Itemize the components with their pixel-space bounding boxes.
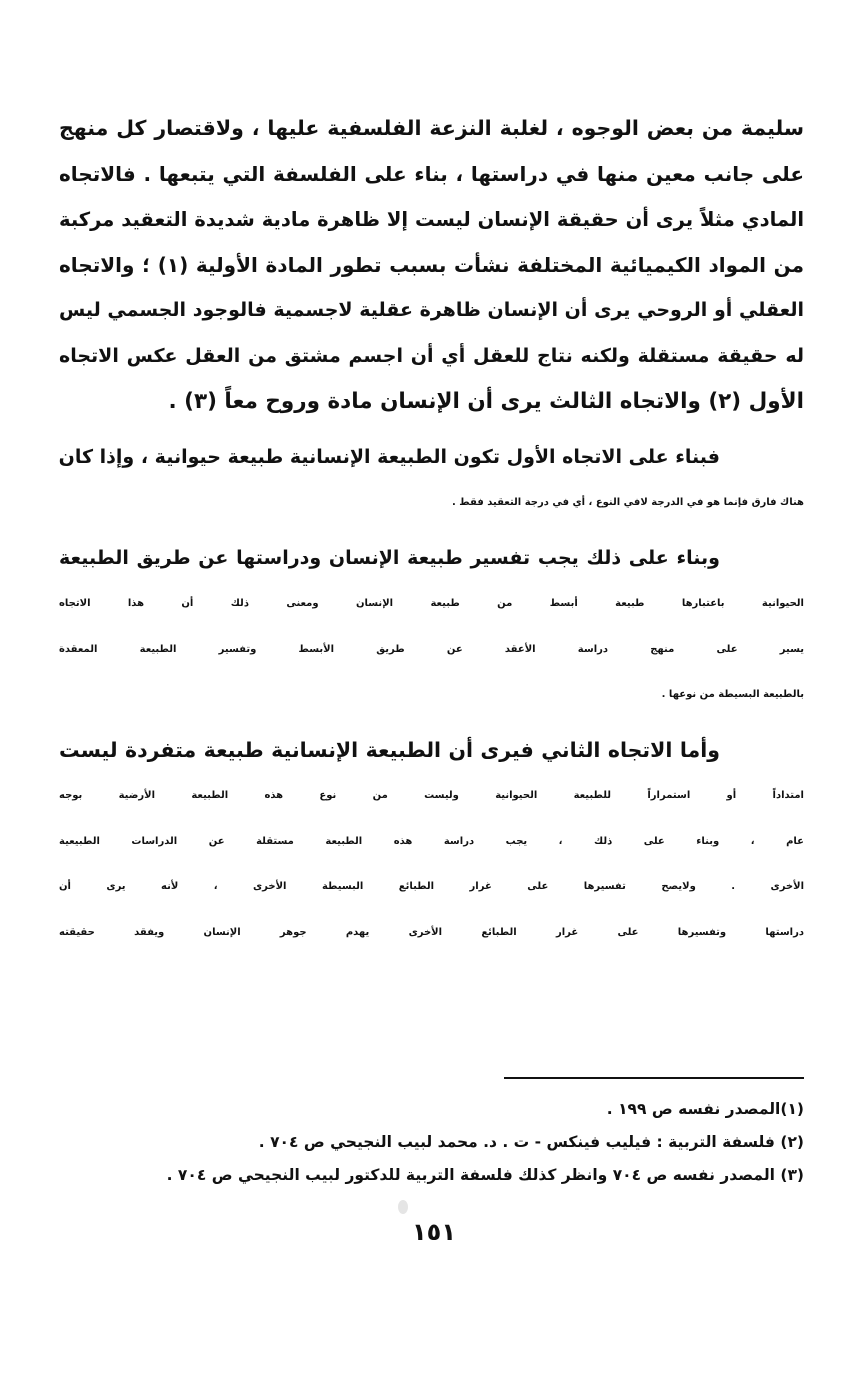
footnote-2: (٢) فلسفة التربية : فيليب فينكس - ت . د. محمد لبيب النجيحي ص ٧٠٤ . <box>258 1133 804 1151</box>
footnote-3: (٣) المصدر نفسه ص ٧٠٤ وانظر كذلك فلسفة التربية للدكتور لبيب النجيحي ص ٧٠٤ . <box>166 1166 804 1184</box>
paragraph-1 <box>59 106 804 425</box>
text-line: الأول (٢) والاتجاه الثالث يرى أن الإنسان مادة وروح معاً (٣) . <box>168 389 804 414</box>
scan-smudge <box>398 1200 408 1214</box>
text-line: له حقيقة مستقلة ولكنه نتاج للعقل أي أن اجسم مشتق من العقل عكس الاتجاه <box>59 344 804 367</box>
text-line: وأما الاتجاه الثاني فيرى أن الطبيعة الإنسانية طبيعة متفردة ليست <box>59 737 720 762</box>
footnotes <box>59 1093 804 1192</box>
text-line: عام ، وبناء على ذلك ، يجب دراسة هذه الطبيعة مستقلة عن الدراسات الطبيعية <box>59 835 804 847</box>
paragraph-3 <box>59 536 804 718</box>
page-number: ١٥١ <box>412 1218 456 1246</box>
text-line: من المواد الكيميائية المختلفة نشأت بسبب تطور المادة الأولية (١) ؛ والاتجاه <box>59 252 805 277</box>
body-text <box>59 106 804 965</box>
footnote-1: (١)المصدر نفسه ص ١٩٩ . <box>606 1100 804 1118</box>
text-line: العقلي أو الروحي يرى أن الإنسان ظاهرة عقلية لاجسمية فالوجود الجسمي ليس <box>59 299 804 321</box>
text-line: سليمة من بعض الوجوه ، لغلبة النزعة الفلسفية عليها ، ولاقتصار كل منهج <box>59 116 804 140</box>
text-line: امتداداً أو استمراراً للطبيعة الحيوانية وليست من نوع هذه الطبيعة الأرضية بوجه <box>59 790 804 801</box>
text-line: وبناء على ذلك يجب تفسير طبيعة الإنسان ودراستها عن طريق الطبيعة <box>59 546 720 569</box>
paragraph-2 <box>59 435 804 526</box>
text-line: هناك فارق فإنما هو في الدرجة لافي النوع ، أي في درجة التعقيد فقط . <box>452 497 804 508</box>
text-line: دراستها وتفسيرها على غرار الطبائع الأخرى يهدم جوهر الإنسان ويفقد حقيقته <box>59 926 804 938</box>
text-line: المادي مثلاً يرى أن حقيقة الإنسان ليست إلا ظاهرة مادية شديدة التعقيد مركبة <box>59 208 804 231</box>
text-line: بالطبيعة البسيطة من نوعها . <box>661 689 804 700</box>
paragraph-4 <box>59 728 804 956</box>
text-line: الأخرى . ولايصح تفسيرها على غرار الطبائع البسيطة الأخرى ، لأنه يرى أن <box>59 881 804 892</box>
text-line: على جانب معين منها في دراستها ، بناء على الفلسفة التي يتبعها . فالاتجاه <box>59 161 804 186</box>
text-line: الحيوانية باعتبارها طبيعة أبسط من طبيعة الإنسان ومعنى ذلك أن هذا الاتجاه <box>59 598 804 609</box>
footnote-separator <box>504 1077 804 1079</box>
text-line: يسير على منهج دراسة الأعقد عن طريق الأبسط وتفسير الطبيعة المعقدة <box>59 643 804 655</box>
text-line: فبناء على الاتجاه الأول تكون الطبيعة الإنسانية طبيعة حيوانية ، وإذا كان <box>58 445 720 468</box>
